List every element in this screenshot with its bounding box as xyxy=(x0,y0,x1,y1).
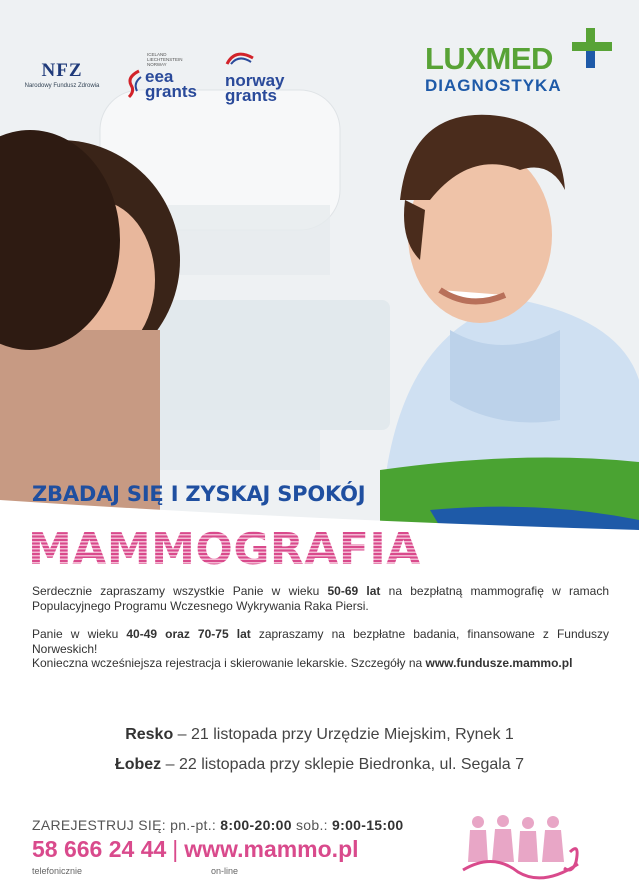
registration-hours: ZAREJESTRUJ SIĘ: pn.-pt.: 8:00-20:00 sob.: 9:00-15:00 xyxy=(32,817,404,833)
location-item: Resko – 21 listopada przy Urzędzie Miejskim, Rynek 1 xyxy=(125,726,514,743)
luxmed-name: LUXMED xyxy=(425,41,553,76)
website-link[interactable]: www.mammo.pl xyxy=(184,836,359,862)
eea-countries xyxy=(147,52,205,67)
eea-logo-line1: eea xyxy=(145,67,174,86)
eea-logo-line2: grants xyxy=(145,82,197,101)
eea-swirl-icon xyxy=(125,69,143,99)
eea-country-iceland: ICELAND xyxy=(147,52,167,57)
description xyxy=(32,584,609,685)
age-range-secondary: 40-49 oraz 70-75 lat xyxy=(126,627,251,641)
paragraph-registration: Konieczna wcześniejsza rejestracja i skierowanie lekarskie. Szczegóły na www.fundusze.mammo.pl xyxy=(32,656,573,670)
paragraph-invitation: Serdecznie zapraszamy wszystkie Panie w wieku 50-69 lat na bezpłatną mammografię w ramach Populacyjnego Programu Wczesnego Wykrywania Raka Piersi. xyxy=(32,584,610,613)
nfz-logo-subtitle: Narodowy Fundusz Zdrowia xyxy=(24,83,100,89)
eea-country-liechtenstein: LIECHTENSTEIN xyxy=(147,57,183,62)
luxmed-cross-icon xyxy=(570,26,614,70)
location-item: Łobez – 22 listopada przy sklepie Biedronka, ul. Segala 7 xyxy=(114,756,525,773)
paragraph-norway-funds: Panie w wieku 40-49 oraz 70-75 lat zapraszamy na bezpłatne badania, finansowane z Funduszy Norweskich! xyxy=(32,627,609,656)
nfz-logo xyxy=(22,60,102,89)
web-caption: on-line xyxy=(211,866,239,876)
luxmed-logo xyxy=(425,41,625,95)
norway-logo-line1: norway xyxy=(225,71,285,90)
luxmed-subtitle: DIAGNOSTYKA xyxy=(425,76,562,95)
norway-swirl-icon xyxy=(225,52,255,66)
nfz-logo-mark: NFZ xyxy=(41,60,83,81)
locations-list xyxy=(0,720,639,780)
phone-number[interactable]: 58 666 24 44 xyxy=(32,836,167,862)
contact-separator: | xyxy=(172,836,179,862)
norway-grants-logo xyxy=(225,52,310,103)
women-silhouettes-icon xyxy=(458,812,588,882)
contact-line xyxy=(32,836,359,863)
phone-caption: telefonicznie xyxy=(32,866,83,876)
eea-country-norway: NORWAY xyxy=(147,62,167,67)
details-link[interactable]: www.fundusze.mammo.pl xyxy=(425,656,573,670)
age-range-primary: 50-69 lat xyxy=(327,584,381,598)
location-town: Resko xyxy=(125,726,174,743)
eea-grants-logo xyxy=(125,52,205,99)
location-town: Łobez xyxy=(114,756,162,773)
page-title: MAMMOGRAFIA xyxy=(28,524,421,575)
norway-logo-line2: grants xyxy=(225,86,277,105)
slogan: ZBADAJ SIĘ I ZYSKAJ SPOKÓJ xyxy=(32,482,366,506)
